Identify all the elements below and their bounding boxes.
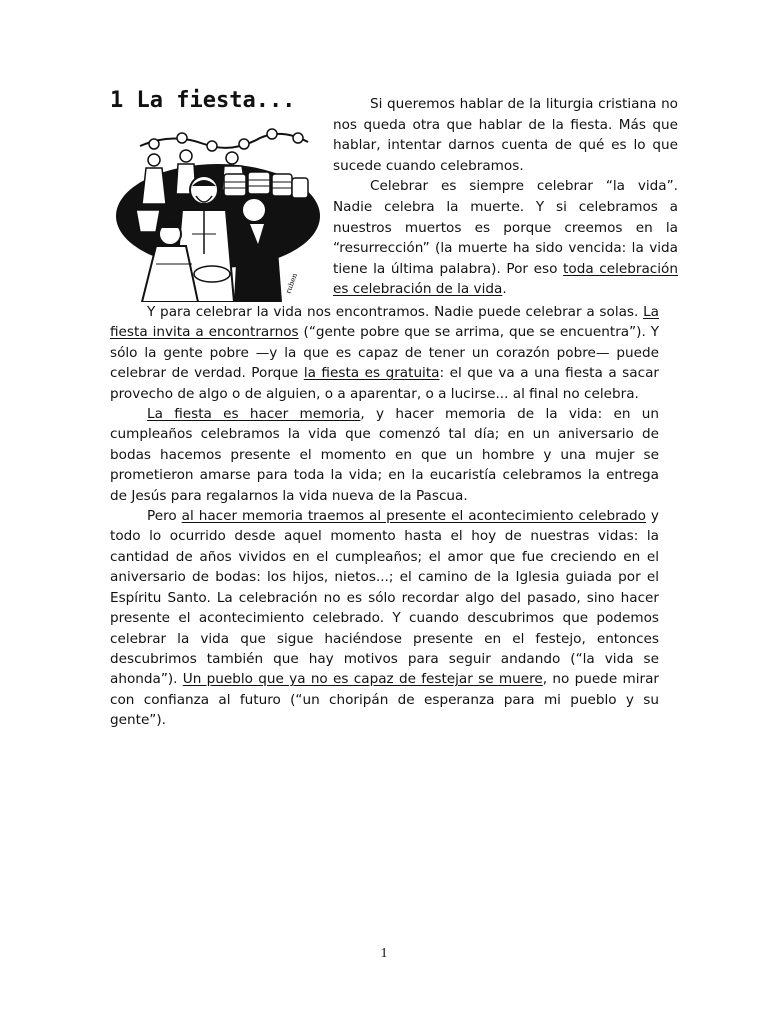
paragraph-text: y todo lo ocurrido desde aquel momento hasta el hoy de nuestras vidas: la cantidad de años vividos en el cumpleaños; el amor que fue creciendo en el aniversario de bodas: los hijos, nietos...; el camino de la Iglesia guiada por el Espíritu Santo. La celebración no es sólo recordar algo del pasado, sino hacer presente el acontecimiento celebrado. Y cuando descubrimos que podemos celebrar la vida que sigue haciéndose presente en el festejo, entonces descubrimos también que hay motivos para seguir andando (“la vida se ahonda”). <box>110 508 659 688</box>
paragraph-text: . <box>502 281 507 298</box>
paragraph <box>110 404 659 506</box>
paragraph <box>110 302 659 404</box>
svg-text:ruben: ruben <box>284 272 300 295</box>
paragraph-text: Celebrar es siempre celebrar “la vida”. Nadie celebra la muerte. Y si celebramos a nuestros muertos es porque creemos en la “resurrección” (la muerte ha sido vencida: la vida tiene la última palabra). Por eso <box>333 178 678 277</box>
festive-gathering-illustration <box>112 124 324 302</box>
paragraph-text: Y para celebrar la vida nos encontramos. Nadie puede celebrar a solas. <box>147 304 644 320</box>
paragraph-text: : el que va a una fiesta a sacar provecho de algo o de alguien, o a aparentar, o a lucirse... al final no celebra. <box>110 365 659 402</box>
paragraph <box>333 176 678 300</box>
underlined-phrase: la fiesta es gratuita <box>303 365 440 382</box>
paragraph-text: (“gente pobre que se arrima, que se encuentra”). Y sólo la gente pobre —y la que es capaz de tener un corazón pobre— puede celebrar de verdad. Porque <box>110 324 659 382</box>
paragraph <box>110 506 659 730</box>
underlined-phrase: al hacer memoria traemos al presente el acontecimiento celebrado <box>181 508 646 525</box>
paragraph <box>333 94 678 176</box>
intro-column <box>333 94 678 300</box>
underlined-phrase: La fiesta es hacer memoria <box>147 406 361 423</box>
paragraph-text: Pero <box>147 508 182 525</box>
page-number: 1 <box>380 946 388 961</box>
paragraph-text: , y hacer memoria de la vida: en un cumpleaños celebramos la vida que comenzó tal día; en un aniversario de bodas hacemos presente el momento en que un hombre y una mujer se prometieron amarse para toda la vida; en la eucaristía celebramos la entrega de Jesús para regalarnos la vida nueva de la Pascua. <box>110 406 659 504</box>
page-title: 1 La fiesta... <box>110 88 296 113</box>
underlined-phrase: La fiesta invita a encontrarnos <box>110 304 659 341</box>
underlined-phrase: Un pueblo que ya no es capaz de festejar se muere <box>182 671 543 688</box>
paragraph-text: Si queremos hablar de la liturgia cristiana no nos queda otra que hablar de la fiesta. Más que hablar, intentar darnos cuenta de qué es lo que sucede cuando celebramos. <box>333 96 678 174</box>
underlined-phrase: toda celebración es celebración de la vida <box>333 260 678 298</box>
body-text <box>110 302 659 731</box>
paragraph-text: , no puede mirar con confianza al futuro (“un choripán de esperanza para mi pueblo y su gente”). <box>110 671 659 729</box>
